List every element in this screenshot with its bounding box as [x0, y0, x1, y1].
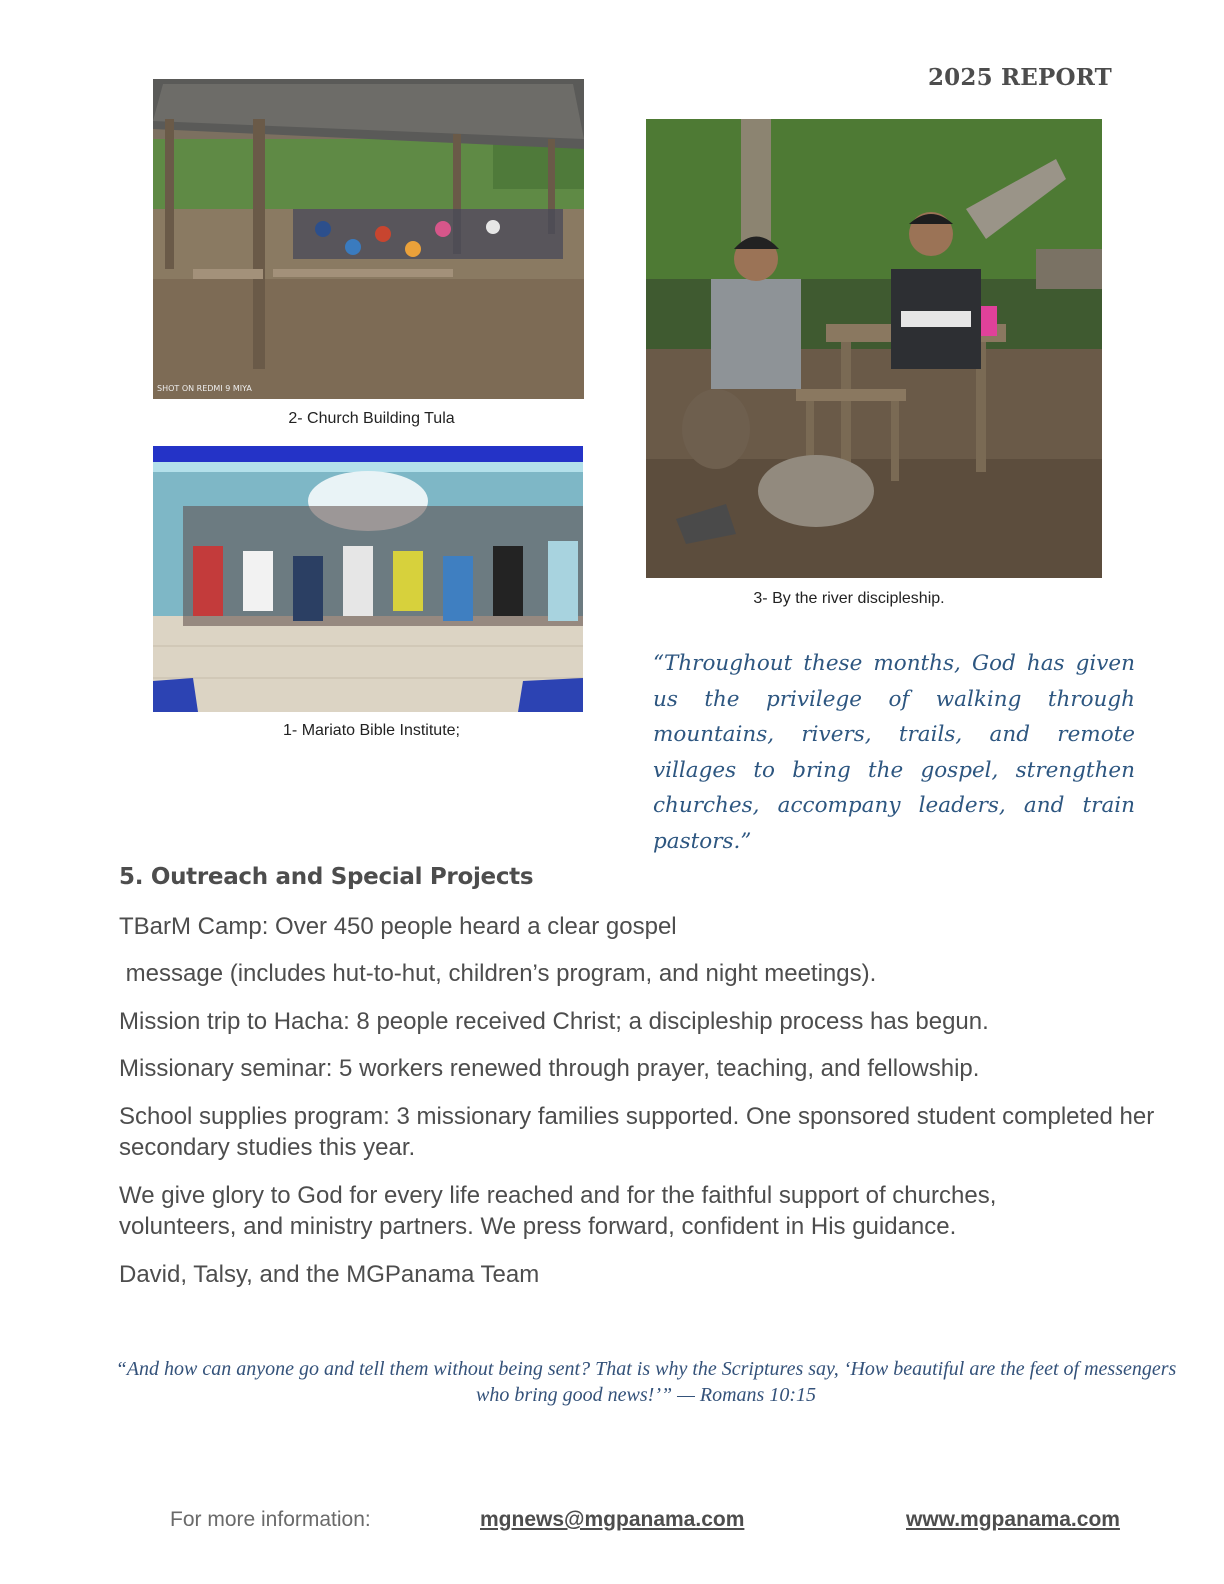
- footer-label: For more information:: [170, 1508, 371, 1531]
- paragraph-mission-trip: Mission trip to Hacha: 8 people received Christ; a discipleship process has begun.: [119, 1008, 989, 1035]
- paragraph-missionary-seminar: Missionary seminar: 5 workers renewed through prayer, teaching, and fellowship.: [119, 1055, 980, 1082]
- paragraph-tbarm-camp-details: message (includes hut-to-hut, children’s program, and night meetings).: [119, 960, 877, 987]
- scripture-verse: “And how can anyone go and tell them without being sent? That is why the Scriptures say, ‘How beautiful are the feet of messengers who bring good news!’” — Romans 10:15: [115, 1358, 1177, 1406]
- photo-church-building: [153, 79, 584, 399]
- caption-river-discipleship: 3- By the river discipleship.: [753, 590, 945, 607]
- report-label: 2025 REPORT: [927, 64, 1112, 91]
- section-heading: 5. Outreach and Special Projects: [119, 864, 534, 890]
- caption-church-building: 2- Church Building Tula: [288, 410, 455, 427]
- photo-bible-institute: [153, 446, 583, 712]
- paragraph-signature: David, Talsy, and the MGPanama Team: [119, 1261, 540, 1288]
- photo-overlay-text: SHOT ON REDMI 9 MIYA: [157, 384, 252, 393]
- paragraph-gratitude: We give glory to God for every life reached and for the faithful support of churches, volunteers, and ministry partners. We press forward, confident in His guidance.: [119, 1182, 997, 1240]
- website-link[interactable]: www.mgpanama.com: [906, 1508, 1120, 1531]
- photo-river-discipleship: [646, 119, 1102, 578]
- paragraph-school-supplies: School supplies program: 3 missionary families supported. One sponsored student completed her secondary studies this year.: [119, 1103, 1155, 1161]
- paragraph-tbarm-camp: TBarM Camp: Over 450 people heard a clear gospel: [119, 913, 677, 940]
- caption-bible-institute: 1- Mariato Bible Institute;: [283, 722, 460, 739]
- email-link[interactable]: mgnews@mgpanama.com: [480, 1508, 745, 1531]
- pull-quote: “Throughout these months, God has given us the privilege of walking through mountains, rivers, trails, and remote villages to bring the gospel, strengthen churches, accompany leaders, and train pastors.”: [653, 651, 1135, 854]
